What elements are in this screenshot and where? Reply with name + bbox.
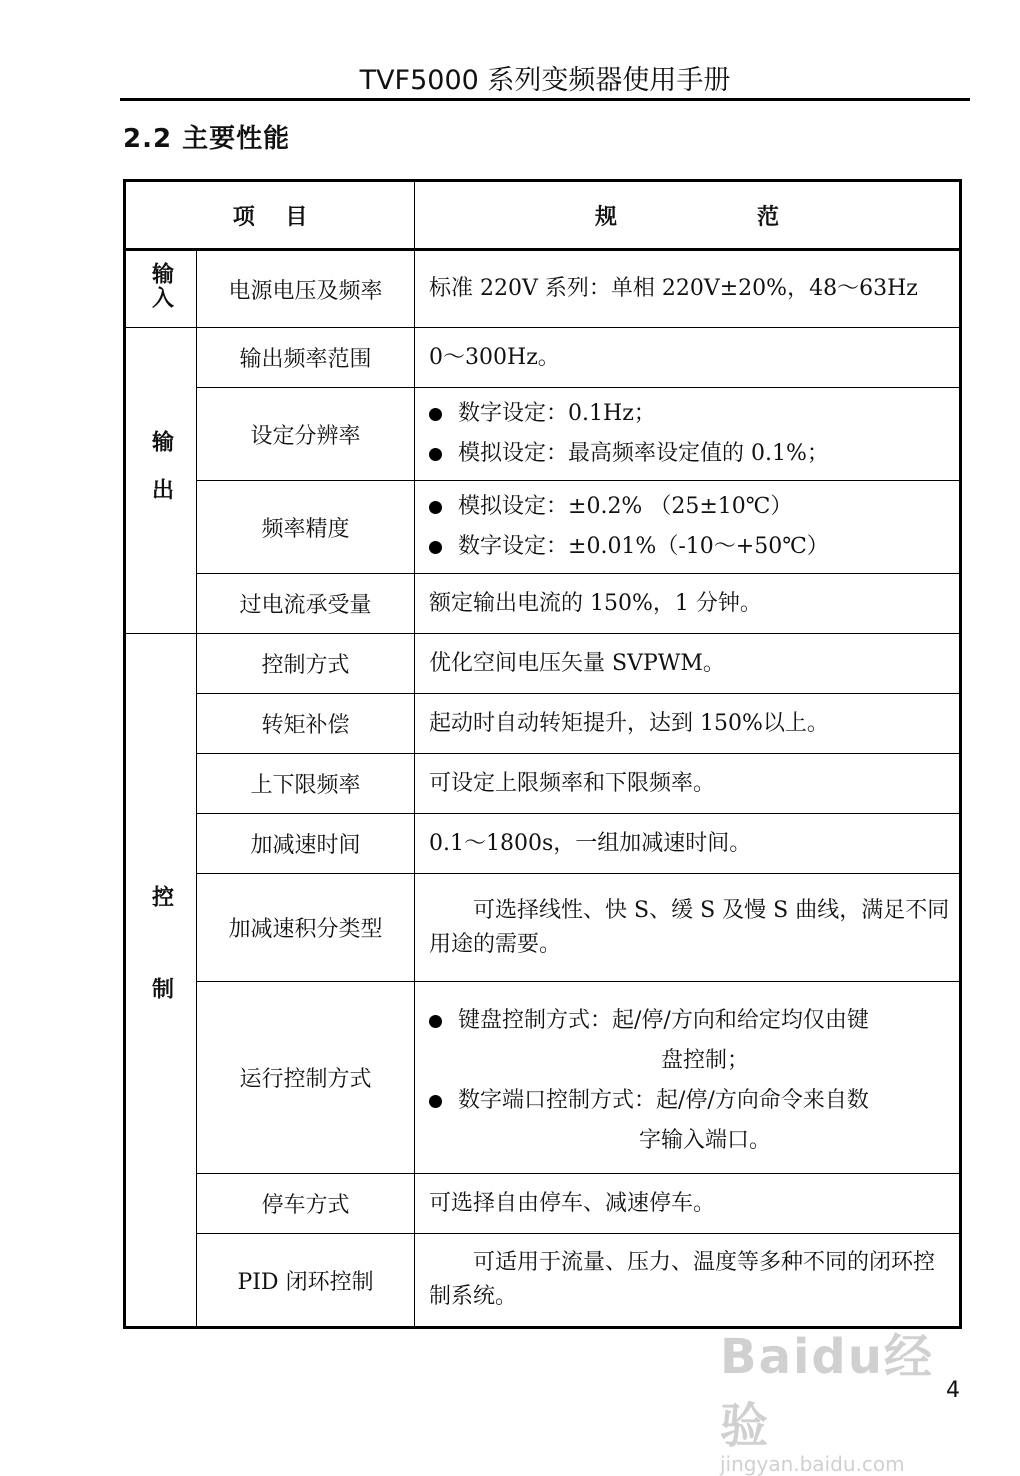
row-spec: 标准 220V 系列：单相 220V±20%，48～63Hz [415,250,961,328]
table-row [125,814,961,874]
watermark [720,1318,970,1476]
table-row [125,328,961,388]
watermark-logo: Baidu经验 [720,1329,934,1454]
row-spec [415,982,961,1174]
col-header-spec-a: 规 [595,204,618,230]
category-control: 控制 [125,634,197,1328]
table-row [125,388,961,481]
table-row [125,481,961,574]
row-spec [415,388,961,481]
col-header-item: 项 目 [125,181,415,250]
row-spec: 优化空间电压矢量 SVPWM。 [415,634,961,694]
row-spec: 0.1～1800s，一组加减速时间。 [415,814,961,874]
row-spec: 可选择线性、快 S、缓 S 及慢 S 曲线，满足不同用途的需要。 [415,874,961,982]
row-item: 上下限频率 [197,754,415,814]
table-row [125,1234,961,1328]
col-header-spec-b: 范 [757,204,780,230]
row-spec: 可适用于流量、压力、温度等多种不同的闭环控制系统。 [415,1234,961,1328]
table-row [125,250,961,328]
row-spec: 起动时自动转矩提升，达到 150%以上。 [415,694,961,754]
bullet-icon [429,541,442,554]
list-item: 数字设定：0.1Hz； [429,397,951,431]
row-item: 控制方式 [197,634,415,694]
row-item: PID 闭环控制 [197,1234,415,1328]
table-header-row [125,181,961,250]
row-item: 加减速积分类型 [197,874,415,982]
bullet-icon [429,408,442,421]
row-item: 过电流承受量 [197,574,415,634]
table-row [125,634,961,694]
table-row [125,982,961,1174]
bullet-icon [429,501,442,514]
table-row [125,754,961,814]
table-row [125,574,961,634]
row-item: 频率精度 [197,481,415,574]
page-number: 4 [946,1378,960,1403]
row-spec: 额定输出电流的 150%，1 分钟。 [415,574,961,634]
row-item: 加减速时间 [197,814,415,874]
row-item: 转矩补偿 [197,694,415,754]
table-row [125,874,961,982]
col-header-spec [415,181,961,250]
section-title: 2.2 主要性能 [123,124,291,154]
list-item-continuation: 盘控制； [661,1047,750,1073]
document-header: TVF5000 系列变频器使用手册 [359,65,731,96]
row-item: 输出频率范围 [197,328,415,388]
row-spec: 0～300Hz。 [415,328,961,388]
row-item: 停车方式 [197,1174,415,1234]
list-item-continuation: 字输入端口。 [639,1127,772,1153]
row-item: 电源电压及频率 [197,250,415,328]
bullet-icon [429,1015,442,1028]
bullet-icon [429,1095,442,1108]
table-row [125,1174,961,1234]
header-rule [120,98,970,101]
row-spec: 可选择自由停车、减速停车。 [415,1174,961,1234]
bullet-icon [429,448,442,461]
list-item: 数字端口控制方式：起/停/方向命令来自数 [429,1084,951,1118]
list-item: 数字设定：±0.01%（-10～+50℃） [429,530,951,564]
row-spec: 可设定上限频率和下限频率。 [415,754,961,814]
category-input: 输入 [125,250,197,328]
row-spec [415,481,961,574]
list-item: 模拟设定：最高频率设定值的 0.1%； [429,437,951,471]
list-item: 模拟设定：±0.2% （25±10℃） [429,490,951,524]
category-output: 输出 [125,328,197,634]
table-row [125,694,961,754]
list-item: 键盘控制方式：起/停/方向和给定均仅由键 [429,1004,951,1038]
row-item: 运行控制方式 [197,982,415,1174]
row-item: 设定分辨率 [197,388,415,481]
performance-table [123,179,962,1329]
watermark-url: jingyan.baidu.com [720,1452,905,1476]
